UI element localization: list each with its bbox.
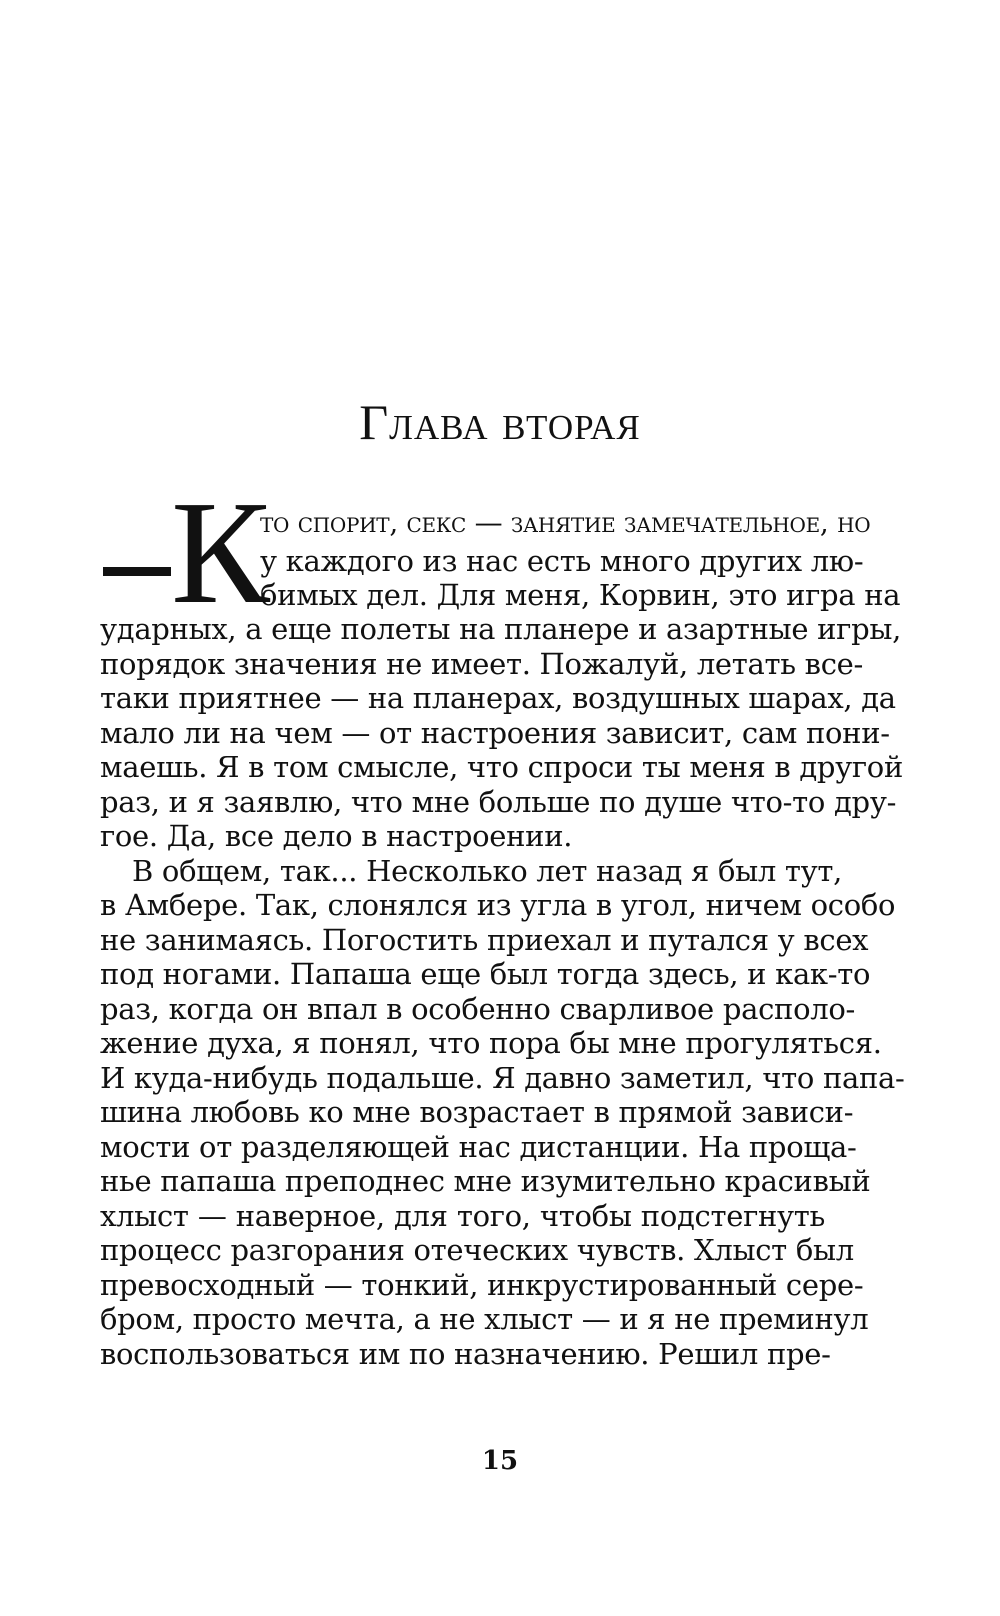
text-line: мало ли на чем — от настроения зависит, сам пони-	[100, 716, 890, 750]
text-line: мости от разделяющей нас дистанции. На проща-	[100, 1130, 857, 1164]
text-line: маешь. Я в том смысле, что спроси ты меня в другой	[100, 750, 903, 784]
text-line: гое. Да, все дело в настроении.	[100, 819, 573, 853]
text-line: порядок значения не имеет. Пожалуй, летать все-	[100, 647, 864, 681]
text-line: ударных, а еще полеты на планере и азартные игры,	[100, 612, 902, 646]
text-line: жение духа, я понял, что пора бы мне прогуляться.	[100, 1026, 882, 1060]
text-line: воспользоваться им по назначению. Решил пре-	[100, 1337, 831, 1371]
text-line: превосходный — тонкий, инкрустированный сере-	[100, 1268, 864, 1302]
text-line: в Амбере. Так, слонялся из угла в угол, ничем особо	[100, 888, 896, 922]
text-line: то спорит, секс — занятие замечательное, но	[260, 506, 871, 539]
text-line: под ногами. Папаша еще был тогда здесь, и как-то	[100, 957, 871, 991]
text-line: нье папаша преподнес мне изумительно красивый	[100, 1164, 871, 1198]
text-line: у каждого из нас есть много других лю-	[260, 544, 864, 578]
chapter-title: Глава вторая	[359, 394, 641, 450]
text-line: В общем, так... Несколько лет назад я был тут,	[132, 854, 843, 888]
text-line: хлыст — наверное, для того, чтобы подстегнуть	[100, 1199, 825, 1233]
text-line: бимых дел. Для меня, Корвин, это игра на	[260, 578, 901, 612]
text-line: раз, когда он впал в особенно сварливое располо-	[100, 992, 856, 1026]
text-line: таки приятнее — на планерах, воздушных шарах, да	[100, 681, 896, 715]
text-line: шина любовь ко мне возрастает в прямой зависи-	[100, 1095, 854, 1129]
dialogue-dash	[103, 567, 171, 576]
text-line: раз, и я заявлю, что мне больше по душе что-то дру-	[100, 785, 897, 819]
text-line: бром, просто мечта, а не хлыст — и я не преминул	[100, 1302, 869, 1336]
text-line: не занимаясь. Погостить приехал и путался у всех	[100, 923, 869, 957]
text-line: процесс разгорания отеческих чувств. Хлыст был	[100, 1233, 854, 1267]
page-number: 15	[481, 1446, 519, 1476]
drop-cap: К	[171, 471, 270, 635]
text-line: И куда-нибудь подальше. Я давно заметил, что папа-	[100, 1061, 905, 1095]
